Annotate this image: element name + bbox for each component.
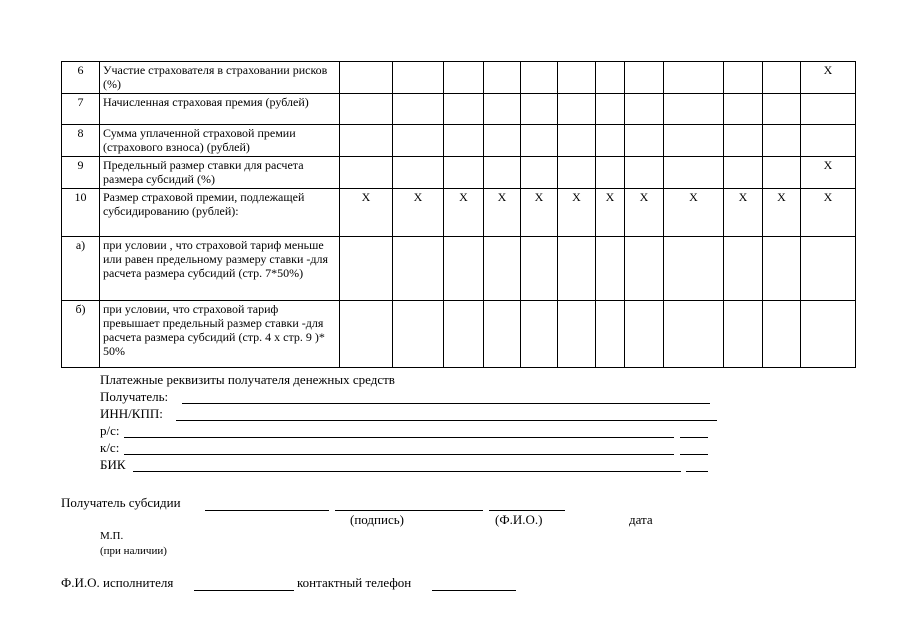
value-cell[interactable] [724,94,763,125]
value-cell[interactable] [444,237,484,301]
row-number: 10 [62,189,100,237]
recipient-name-field[interactable] [205,510,329,511]
recipient-field[interactable] [182,403,710,404]
requisites-inn-row [100,406,163,422]
value-cell[interactable] [724,237,763,301]
value-cell[interactable] [625,62,664,94]
value-cell[interactable] [340,94,393,125]
x-mark-cell: Х [801,189,856,237]
value-cell[interactable] [724,125,763,157]
value-cell[interactable] [393,301,444,368]
value-cell[interactable] [521,237,558,301]
value-cell[interactable] [664,301,724,368]
value-cell[interactable] [558,237,596,301]
value-cell[interactable] [625,157,664,189]
value-cell[interactable] [664,125,724,157]
x-mark-cell: Х [596,189,625,237]
requisites-rs-row [100,423,120,439]
table-row [62,62,856,94]
executor-fio-field[interactable] [194,590,294,591]
row-number: а) [62,237,100,301]
subsidy-recipient-label: Получатель субсидии [61,495,181,510]
row-description: при условии, что страховой тариф превышает предельный размер ставки -для расчета размера субсидий (стр. 4 х стр. 9 )* 50% [100,301,340,368]
value-cell[interactable] [724,157,763,189]
value-cell[interactable] [444,157,484,189]
value-cell[interactable] [444,62,484,94]
value-cell[interactable] [340,125,393,157]
value-cell[interactable] [484,301,521,368]
inn-kpp-field[interactable] [176,420,717,421]
value-cell[interactable] [558,62,596,94]
value-cell[interactable] [484,62,521,94]
bik-field-extra[interactable] [686,471,708,472]
x-mark-cell: Х [340,189,393,237]
stamp-note: (при наличии) [100,545,167,557]
row-number: 9 [62,157,100,189]
value-cell[interactable] [393,62,444,94]
ks-label: к/с: [100,440,120,455]
table-row [62,237,856,301]
value-cell[interactable] [444,125,484,157]
row-description: Сумма уплаченной страховой премии (страхового взноса) (рублей) [100,125,340,157]
value-cell[interactable] [340,157,393,189]
value-cell[interactable] [521,125,558,157]
table-row [62,301,856,368]
x-mark-cell: Х [444,189,484,237]
x-mark-cell: Х [724,189,763,237]
value-cell[interactable] [393,125,444,157]
value-cell[interactable] [596,125,625,157]
table-row [62,94,856,125]
value-cell[interactable] [393,157,444,189]
value-cell[interactable] [484,94,521,125]
value-cell[interactable] [340,301,393,368]
row-description: Начисленная страховая премия (рублей) [100,94,340,125]
value-cell[interactable] [558,125,596,157]
row-number: б) [62,301,100,368]
value-cell[interactable] [521,157,558,189]
value-cell[interactable] [558,301,596,368]
value-cell[interactable] [521,94,558,125]
subsidy-calculation-table [61,61,856,368]
value-cell[interactable] [444,94,484,125]
bik-field[interactable] [133,471,681,472]
rs-label: р/с: [100,423,120,438]
value-cell[interactable] [763,94,801,125]
value-cell[interactable] [625,94,664,125]
value-cell[interactable] [801,94,856,125]
value-cell[interactable] [801,125,856,157]
x-mark-cell: Х [393,189,444,237]
row-description: Участие страхователя в страховании рисков (%) [100,62,340,94]
value-cell[interactable] [340,237,393,301]
value-cell[interactable] [801,237,856,301]
value-cell[interactable] [596,157,625,189]
value-cell[interactable] [763,237,801,301]
value-cell[interactable] [763,62,801,94]
x-mark-cell: Х [625,189,664,237]
x-mark-cell: Х [801,62,856,94]
requisites-ks-row [100,440,119,456]
value-cell[interactable] [664,94,724,125]
value-cell[interactable] [484,157,521,189]
requisites-title: Платежные реквизиты получателя денежных средств [100,372,395,387]
x-mark-cell: Х [664,189,724,237]
value-cell[interactable] [664,157,724,189]
ks-field[interactable] [124,454,674,455]
x-mark-cell: Х [801,157,856,189]
value-cell[interactable] [444,301,484,368]
value-cell[interactable] [724,301,763,368]
value-cell[interactable] [625,125,664,157]
value-cell[interactable] [596,301,625,368]
rs-field-extra[interactable] [680,437,708,438]
value-cell[interactable] [521,62,558,94]
value-cell[interactable] [801,301,856,368]
fio-caption: (Ф.И.О.) [495,512,543,527]
value-cell[interactable] [393,237,444,301]
value-cell[interactable] [763,157,801,189]
value-cell[interactable] [596,94,625,125]
row-number: 6 [62,62,100,94]
value-cell[interactable] [625,237,664,301]
date-caption: дата [629,512,653,527]
x-mark-cell: Х [521,189,558,237]
executor-phone-label: контактный телефон [297,575,412,590]
row-description: Предельный размер ставки для расчета размера субсидий (%) [100,157,340,189]
value-cell[interactable] [763,301,801,368]
rs-field[interactable] [124,437,674,438]
x-mark-cell: Х [558,189,596,237]
row-number: 8 [62,125,100,157]
value-cell[interactable] [596,237,625,301]
table-row [62,125,856,157]
row-description: Размер страховой премии, подлежащей субсидированию (рублей): [100,189,340,237]
value-cell[interactable] [558,157,596,189]
value-cell[interactable] [558,94,596,125]
value-cell[interactable] [664,237,724,301]
signature-field[interactable] [335,510,483,511]
podpis-caption: (подпись) [350,512,404,527]
x-mark-cell: Х [763,189,801,237]
bik-label: БИК [100,457,126,472]
requisites-bik-row [100,457,126,473]
value-cell[interactable] [664,62,724,94]
value-cell[interactable] [484,237,521,301]
row-number: 7 [62,94,100,125]
stamp-label: М.П. [100,530,124,542]
table-row [62,157,856,189]
table-row [62,189,856,237]
value-cell[interactable] [763,125,801,157]
executor-phone-field[interactable] [432,590,516,591]
ks-field-extra[interactable] [680,454,708,455]
inn-kpp-label: ИНН/КПП: [100,406,163,421]
value-cell[interactable] [340,62,393,94]
x-mark-cell: Х [484,189,521,237]
value-cell[interactable] [484,125,521,157]
value-cell[interactable] [596,62,625,94]
row-description: при условии , что страховой тариф меньше или равен предельному размеру ставки -для расчета размера субсидий (стр. 7*50%) [100,237,340,301]
value-cell[interactable] [393,94,444,125]
recipient-label: Получатель: [100,389,169,404]
executor-fio-label: Ф.И.О. исполнителя [61,575,174,590]
value-cell[interactable] [625,301,664,368]
value-cell[interactable] [521,301,558,368]
requisites-recipient-row [100,389,168,405]
value-cell[interactable] [724,62,763,94]
fio-field[interactable] [489,510,565,511]
